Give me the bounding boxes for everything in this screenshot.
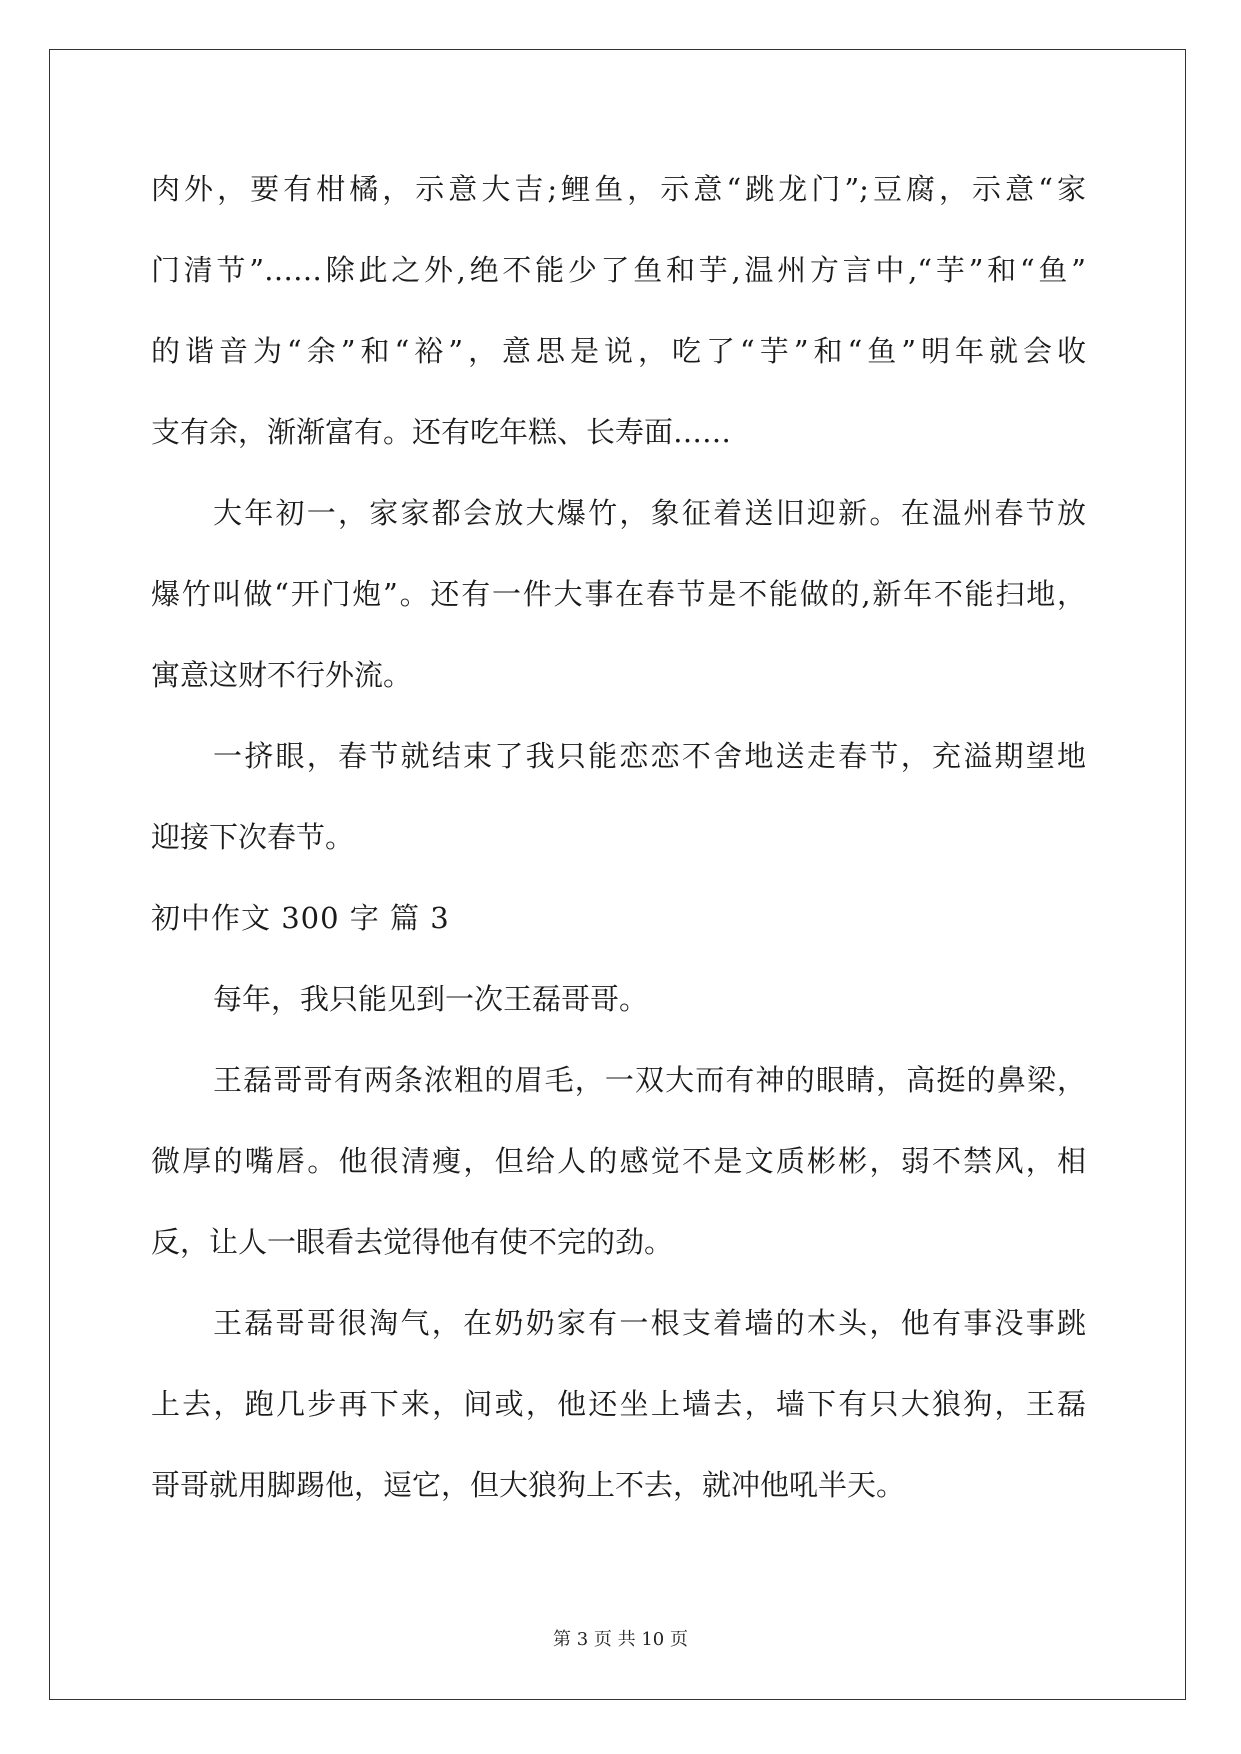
section-heading: 初中作文 300 字 篇 3 [151,901,450,935]
text-line: 每年，我只能见到一次王磊哥哥。 [213,982,649,1016]
text-line: 反，让人一眼看去觉得他有使不完的劲。 [151,1225,674,1259]
text-line: 迎接下次春节。 [151,820,355,854]
text-line: 哥哥就用脚踢他，逗它，但大狼狗上不去，就冲他吼半天。 [151,1468,906,1502]
text-line: 一挤眼，春节就结束了我只能恋恋不舍地送走春节，充溢期望地 [213,739,1086,773]
text-line: 门清节”……除此之外,绝不能少了鱼和芋,温州方言中,“芋”和“鱼” [151,253,1086,287]
text-line: 支有余，渐渐富有。还有吃年糕、长寿面…… [151,415,732,449]
text-line: 王磊哥哥很淘气，在奶奶家有一根支着墙的木头，他有事没事跳 [213,1306,1086,1340]
text-line: 微厚的嘴唇。他很清瘦，但给人的感觉不是文质彬彬，弱不禁风，相 [151,1144,1086,1178]
page-number-footer: 第 3 页 共 10 页 [553,1629,688,1650]
text-line: 寓意这财不行外流。 [151,658,413,692]
document-body [151,160,1086,1537]
text-line: 的谐音为“余”和“裕”，意思是说，吃了“芋”和“鱼”明年就会收 [151,334,1086,368]
text-line: 肉外，要有柑橘，示意大吉;鲤鱼，示意“跳龙门”;豆腐，示意“家 [151,172,1086,206]
text-line: 爆竹叫做“开门炮”。还有一件大事在春节是不能做的,新年不能扫地， [151,577,1086,611]
text-line: 大年初一，家家都会放大爆竹，象征着送旧迎新。在温州春节放 [213,496,1086,530]
text-line: 王磊哥哥有两条浓粗的眉毛，一双大而有神的眼睛，高挺的鼻梁， [213,1063,1086,1097]
text-line: 上去，跑几步再下来，间或，他还坐上墙去，墙下有只大狼狗，王磊 [151,1387,1086,1421]
